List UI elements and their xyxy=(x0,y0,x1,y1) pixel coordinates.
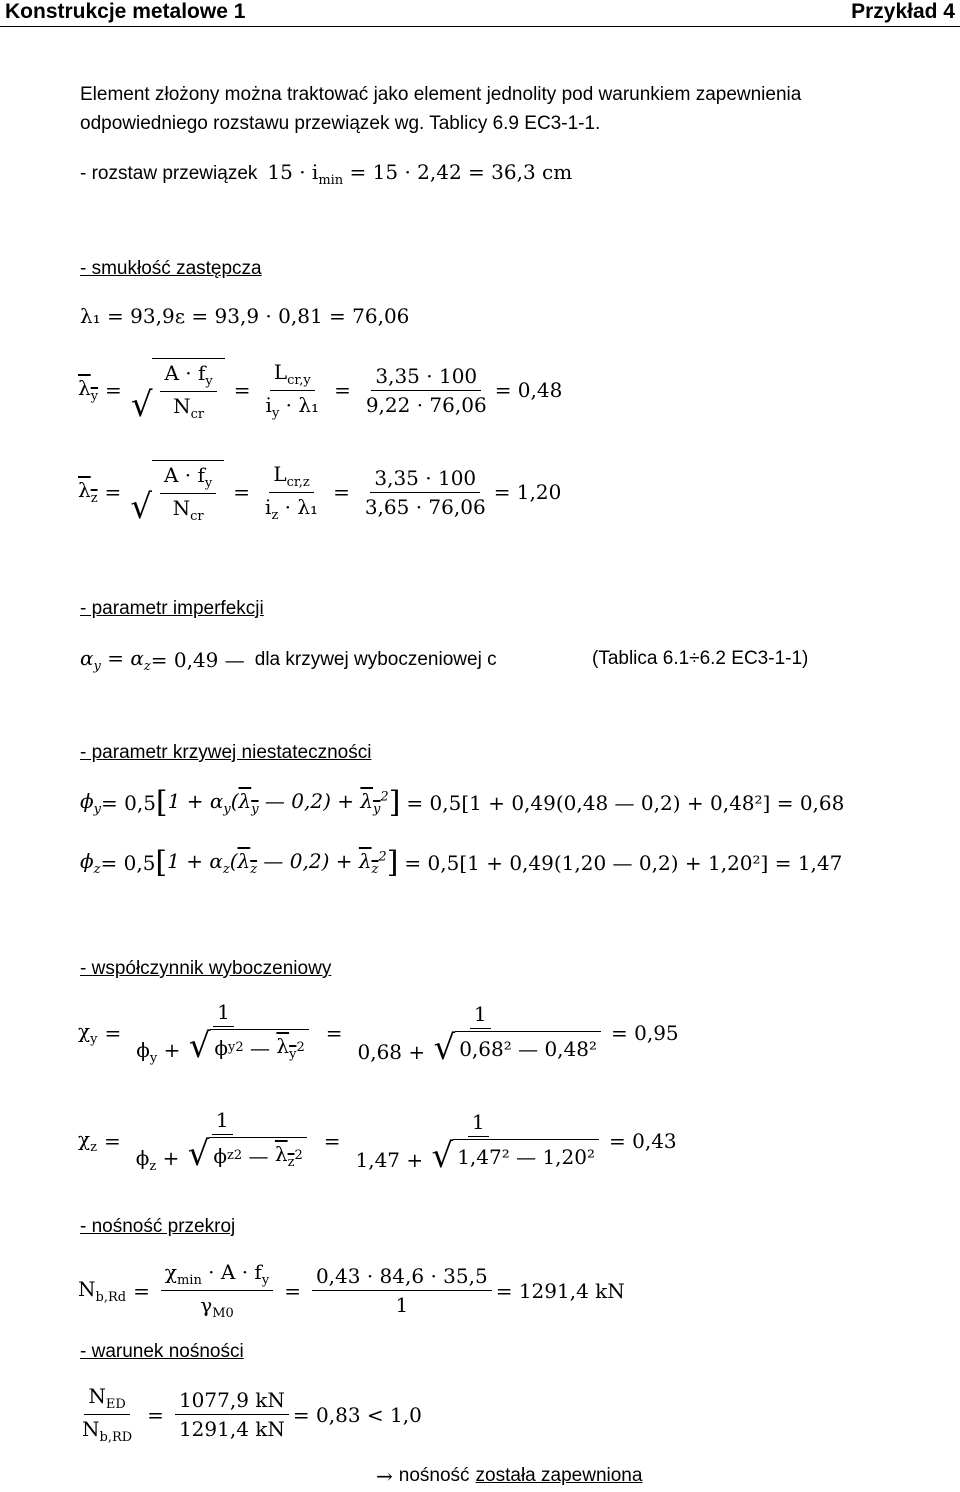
warunek-equation: $\frac{N_{ED}}{N_{b,RD}}$ = $\frac{1077,9 kN}{1291,4 kN}$ = 0,83 < 1,0 xyxy=(82,1384,422,1445)
warunek-label: - warunek nośności xyxy=(80,1341,244,1362)
example-title: Przykład 4 xyxy=(851,0,955,23)
intro-line-2: odpowiedniego rozstawu przewiązek wg. Tablicy 6.9 EC3-1-1. xyxy=(80,113,601,134)
lambda-y-equation: $\lambda_y$ = √ $\frac{A \cdot f_y}{N_{cr}}$ = $\frac{L_{cr,y}}{i_y \cdot \lambda_1}$ = $\frac{3,35 \cdot 100}{9,22 \cdot 76,06}$ = 0,48 xyxy=(78,359,563,425)
conclusion: → nośność została zapewniona xyxy=(376,1464,643,1488)
niestatecznosc-label: - parametr krzywej niestateczności xyxy=(80,742,372,763)
phi-y-equation: $\phi_y$ = 0,5 [ $1 + \alpha_y(\lambda_y$ — $0,2) + \lambda_y^2$ ] = 0,5[1 + 0,49(0,48 — 0,2) + 0,48²] = 0,68 xyxy=(80,785,845,820)
course-title: Konstrukcje metalowe 1 xyxy=(5,0,246,23)
lambda-z-equation: $\lambda_z$ = √ $\frac{A \cdot f_y}{N_{cr}}$ = $\frac{L_{cr,z}}{i_z \cdot \lambda_1}$ = $\frac{3,35 \cdot 100}{3,65 \cdot 76,06}$ = 1,20 xyxy=(78,461,562,527)
nbrd-equation: $N_{b,Rd}$ = $\frac{\chi_{min} \cdot A \cdot f_y}{\gamma_{M0}}$ = $\frac{0,43 \cdot 84,6 \cdot 35,5}{1}$ = 1291,4 kN xyxy=(78,1260,625,1321)
smuklosc-label: - smukłość zastępcza xyxy=(80,258,262,279)
imperfekcja-label: - parametr imperfekcji xyxy=(80,598,264,619)
rozstaw-formula: $15 \cdot i_{min} = 15 \cdot 2,42 = 36,3$ cm xyxy=(267,160,573,188)
chi-y-equation: $\chi_y$ = 1 $\phi_y$ + √ ϕ y 2 — $\lambda_y$ 2 = 1 0,68 + √ 0,68² — 0,48² = 0,95 xyxy=(78,1000,679,1068)
intro-line-1: Element złożony można traktować jako element jednolity pod warunkiem zapewnienia xyxy=(80,84,802,105)
alpha-equation: $\alpha_y = \alpha_z$ = 0,49 — dla krzywej wyboczeniowej c xyxy=(80,646,497,674)
arrow-icon: → xyxy=(376,1464,393,1488)
nosnosc-label: - nośność przekroj xyxy=(80,1216,236,1237)
chi-z-equation: $\chi_z$ = 1 $\phi_z$ + √ ϕ z 2 — $\lambda_z$ 2 = 1 1,47 + √ 1,47² — 1,20² = 0,43 xyxy=(78,1108,677,1176)
page-header xyxy=(0,0,960,27)
lambda1-equation: λ₁ = 93,9ε = 93,9 · 0,81 = 76,06 xyxy=(80,304,410,328)
rozstaw-label: - rozstaw przewiązek xyxy=(80,163,258,184)
tablica-reference: (Tablica 6.1÷6.2 EC3-1-1) xyxy=(592,648,809,669)
wspolczynnik-label: - współczynnik wyboczeniowy xyxy=(80,958,332,979)
rozstaw-line xyxy=(80,160,572,188)
phi-z-equation: $\phi_z$ = 0,5 [ $1 + \alpha_z(\lambda_z$ — $0,2) + \lambda_z^2$ ] = 0,5[1 + 0,49(1,20 — 0,2) + 1,20²] = 1,47 xyxy=(80,845,843,880)
